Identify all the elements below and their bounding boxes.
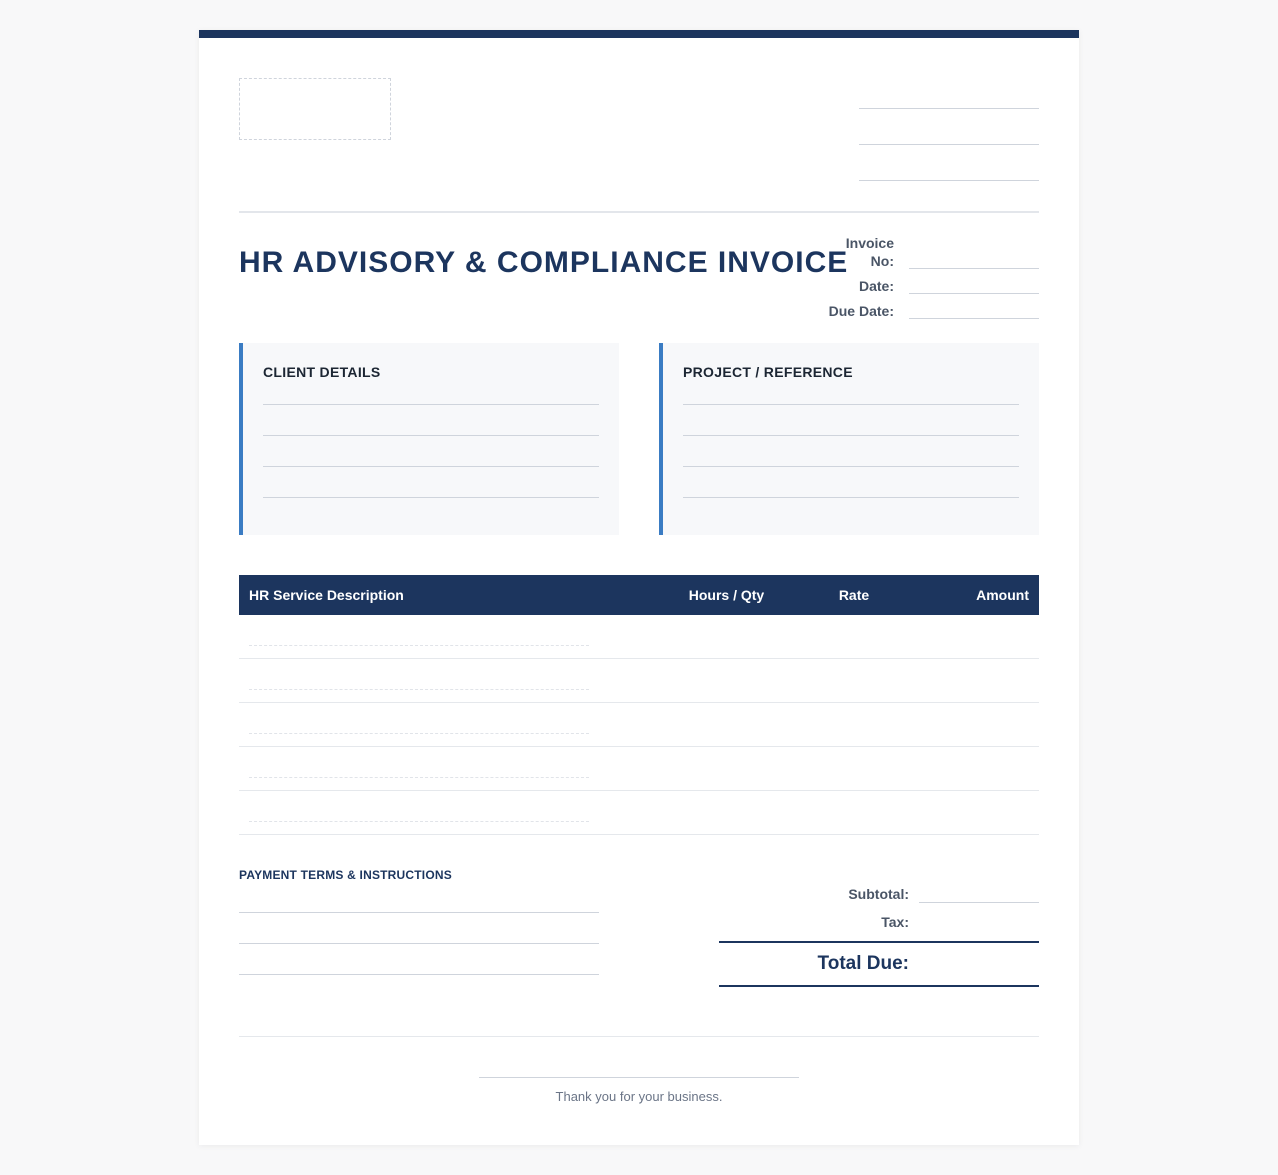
invoice-no-row <box>819 235 1039 270</box>
subtotal-label: Subtotal: <box>848 886 909 902</box>
client-line[interactable] <box>263 404 599 405</box>
project-line[interactable] <box>683 497 1019 498</box>
date-label: Date: <box>858 278 894 294</box>
table-header <box>239 575 1039 615</box>
due-date-field[interactable] <box>909 318 1039 319</box>
description-line <box>249 733 589 734</box>
address-line[interactable] <box>859 108 1039 109</box>
due-date-row <box>819 295 1039 320</box>
header-amount: Amount <box>976 587 1029 603</box>
invoice-no-field[interactable] <box>909 268 1039 269</box>
subtotal-row <box>719 876 1039 903</box>
table-row[interactable] <box>239 659 1039 703</box>
date-field[interactable] <box>909 293 1039 294</box>
client-details-title: CLIENT DETAILS <box>263 364 381 380</box>
invoice-no-label: Invoice No: <box>845 235 894 269</box>
project-reference-card <box>659 343 1039 535</box>
project-line[interactable] <box>683 404 1019 405</box>
client-line[interactable] <box>263 497 599 498</box>
table-row[interactable] <box>239 747 1039 791</box>
table-row[interactable] <box>239 615 1039 659</box>
total-due-label: Total Due: <box>817 953 909 974</box>
address-line[interactable] <box>859 180 1039 181</box>
project-reference-lines <box>683 404 1019 498</box>
payment-terms-lines <box>239 912 599 975</box>
date-row <box>819 270 1039 295</box>
description-line <box>249 645 589 646</box>
client-details-lines <box>263 404 599 498</box>
signature-line[interactable] <box>479 1077 799 1078</box>
table-row[interactable] <box>239 791 1039 835</box>
subtotal-field[interactable] <box>919 902 1039 903</box>
header-description: HR Service Description <box>249 587 404 603</box>
logo-placeholder[interactable] <box>239 78 391 140</box>
thank-you-note: Thank you for your business. <box>555 1089 723 1104</box>
payment-terms <box>239 868 599 1005</box>
client-line[interactable] <box>263 466 599 467</box>
terms-line[interactable] <box>239 912 599 913</box>
footer-divider <box>239 1036 1039 1037</box>
services-table <box>239 575 1039 835</box>
project-line[interactable] <box>683 466 1019 467</box>
table-row[interactable] <box>239 703 1039 747</box>
total-due-row[interactable] <box>719 943 1039 987</box>
invoice-meta <box>819 235 1039 320</box>
address-line[interactable] <box>859 144 1039 145</box>
due-date-label: Due Date: <box>828 303 894 319</box>
invoice-page <box>199 30 1079 1145</box>
terms-line[interactable] <box>239 974 599 975</box>
payment-terms-title: PAYMENT TERMS & INSTRUCTIONS <box>239 868 452 882</box>
invoice-title: HR ADVISORY & COMPLIANCE INVOICE <box>239 246 849 279</box>
tax-label: Tax: <box>881 914 909 930</box>
terms-line[interactable] <box>239 943 599 944</box>
company-address-lines <box>859 108 1039 216</box>
project-reference-title: PROJECT / REFERENCE <box>683 364 853 380</box>
project-line[interactable] <box>683 435 1019 436</box>
totals-block <box>719 876 1039 987</box>
client-line[interactable] <box>263 435 599 436</box>
description-line <box>249 821 589 822</box>
description-line <box>249 777 589 778</box>
invoice-content <box>239 38 1039 1145</box>
header-qty: Hours / Qty <box>688 587 765 603</box>
header-rate: Rate <box>838 587 870 603</box>
header-divider <box>239 211 1039 213</box>
client-details-card <box>239 343 619 535</box>
description-line <box>249 689 589 690</box>
tax-row[interactable] <box>719 903 1039 943</box>
